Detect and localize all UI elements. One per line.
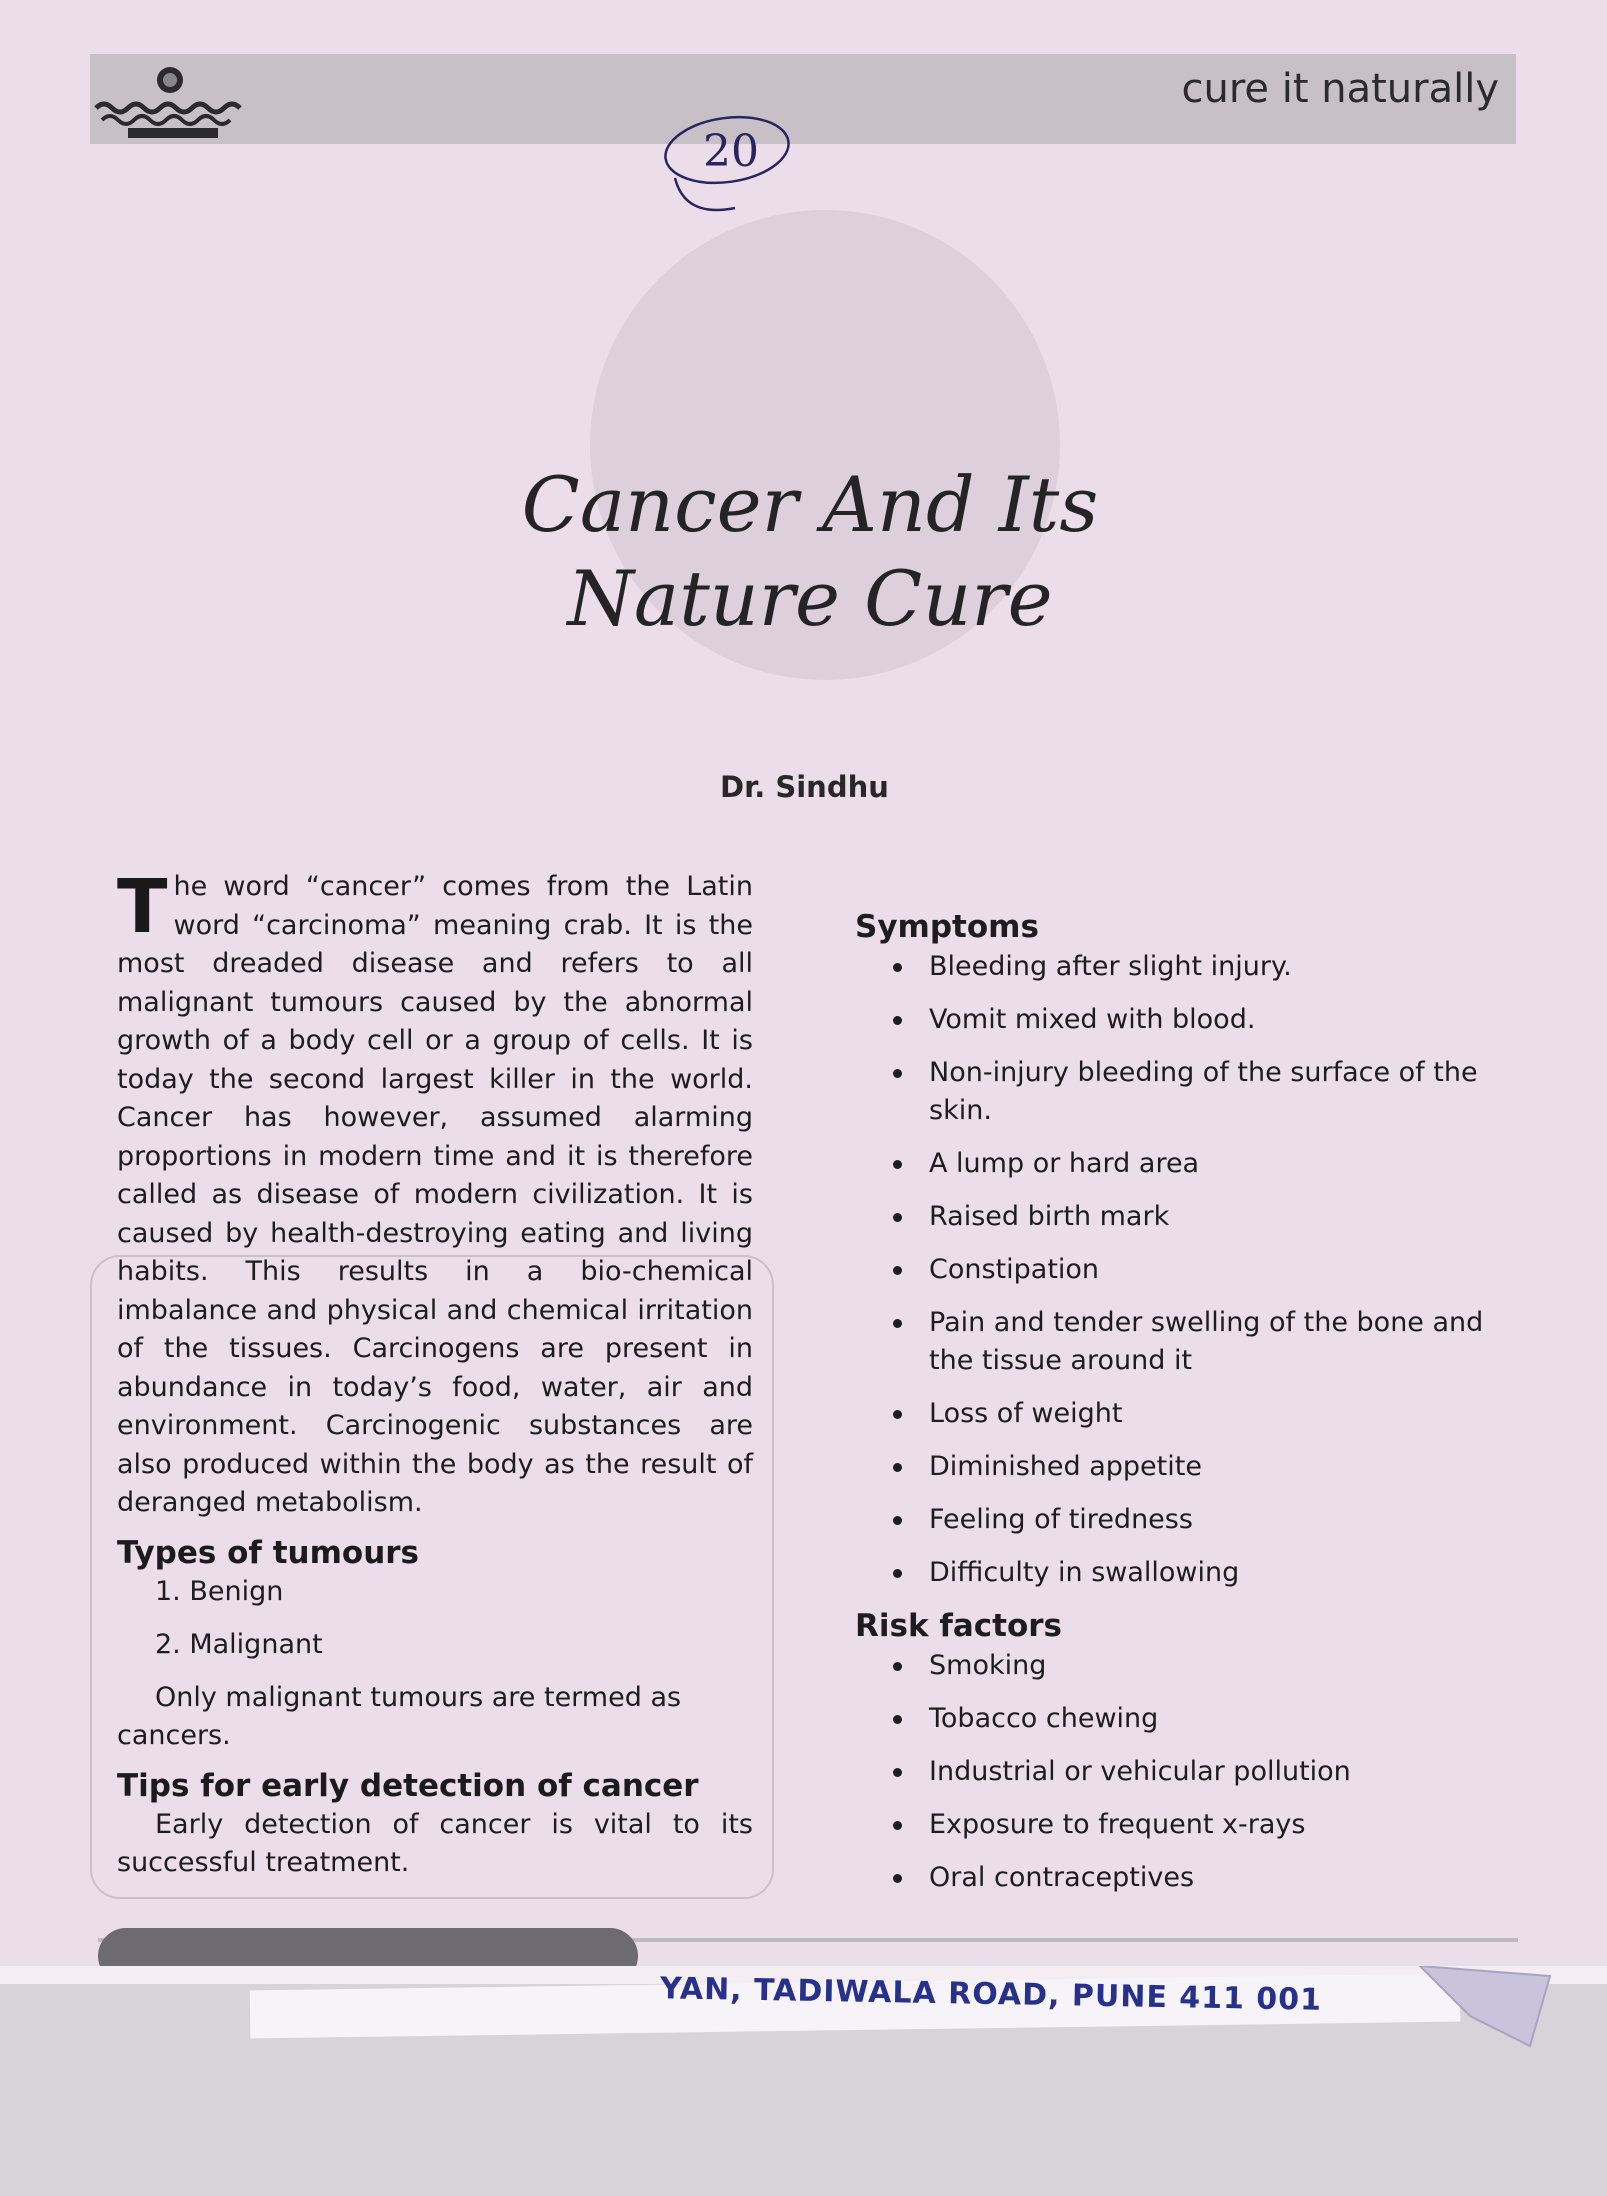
- magazine-logo-icon: [92, 58, 252, 142]
- bullet-icon: [893, 1266, 902, 1275]
- risk-list: [855, 1647, 1495, 1897]
- list-item: Vomit mixed with blood.: [893, 1001, 1495, 1039]
- list-item: Raised birth mark: [893, 1198, 1495, 1236]
- types-note: Only malignant tumours are termed as cancers.: [117, 1681, 682, 1751]
- list-item: Exposure to frequent x-rays: [893, 1806, 1495, 1844]
- torn-paper-icon: [1410, 1966, 1560, 2056]
- types-item-malignant: 2. Malignant: [155, 1628, 323, 1660]
- risk-heading: Risk factors: [855, 1608, 1062, 1644]
- section-title: cure it naturally: [1181, 66, 1499, 112]
- bullet-icon: [893, 1213, 902, 1222]
- bullet-icon: [893, 1016, 902, 1025]
- list-item: A lump or hard area: [893, 1145, 1495, 1183]
- bullet-icon: [893, 1410, 902, 1419]
- bullet-icon: [893, 1768, 902, 1777]
- intro-text: he word “cancer” comes from the Latin word “carcinoma” meaning crab. It is the most dreaded disease and refers to all malignant tumours caused by the abnormal growth of a body cell or a group of cells. It is today the second largest killer in the world. Cancer has however, assumed alarming proportions in modern time and it is therefore called as disease of modern civilization. It is caused by health-destroying eating and living habits. This results in a bio-chemical imbalance and physical and chemical irritation of the tissues. Carcinogens are present in abundance in today’s food, water, air and environment. Carcinogenic substances are also produced within the body as the result of deranged metabolism.: [117, 871, 753, 1518]
- types-item-benign: 1. Benign: [155, 1575, 284, 1607]
- list-item: Constipation: [893, 1251, 1495, 1289]
- symptoms-heading: Symptoms: [855, 909, 1039, 945]
- bullet-icon: [893, 1516, 902, 1525]
- list-item: Non-injury bleeding of the surface of the skin.: [893, 1054, 1495, 1130]
- list-item: Pain and tender swelling of the bone and the tissue around it: [893, 1304, 1495, 1380]
- handwritten-number: 20: [703, 126, 759, 177]
- list-item: Bleeding after slight injury.: [893, 948, 1495, 986]
- bullet-icon: [893, 1569, 902, 1578]
- left-column: [117, 864, 753, 1883]
- bullet-icon: [893, 1463, 902, 1472]
- drop-cap: T: [117, 864, 168, 950]
- list-item: Smoking: [893, 1647, 1495, 1685]
- bullet-icon: [893, 1874, 902, 1883]
- list-item: Industrial or vehicular pollution: [893, 1753, 1495, 1791]
- list-item: Oral contraceptives: [893, 1859, 1495, 1897]
- handwritten-mark-icon: [645, 108, 795, 228]
- bullet-icon: [893, 1662, 902, 1671]
- bullet-icon: [893, 1319, 902, 1328]
- bullet-icon: [893, 1069, 902, 1078]
- list-item: Difficulty in swallowing: [893, 1554, 1495, 1592]
- intro-paragraph: [117, 864, 753, 1523]
- types-list: [117, 1573, 753, 1664]
- list-item: Tobacco chewing: [893, 1700, 1495, 1738]
- symptoms-list: [855, 948, 1495, 1592]
- bullet-icon: [893, 1715, 902, 1724]
- right-column: [855, 908, 1495, 1912]
- bullet-icon: [893, 1160, 902, 1169]
- author-name: Dr. Sindhu: [720, 770, 889, 804]
- tips-text: Early detection of cancer is vital to its successful treatment.: [117, 1808, 753, 1878]
- address-stamp: YAN, TADIWALA ROAD, PUNE 411 001: [659, 1971, 1323, 2018]
- list-item: Loss of weight: [893, 1395, 1495, 1433]
- types-heading: Types of tumours: [117, 1534, 420, 1571]
- bullet-icon: [893, 1821, 902, 1830]
- article-title: [380, 458, 1240, 646]
- list-item: Feeling of tiredness: [893, 1501, 1495, 1539]
- title-line-2: Nature Cure: [567, 554, 1053, 643]
- bullet-icon: [893, 963, 902, 972]
- list-item: Diminished appetite: [893, 1448, 1495, 1486]
- tips-heading: Tips for early detection of cancer: [117, 1767, 699, 1804]
- title-line-1: Cancer And Its: [521, 460, 1099, 549]
